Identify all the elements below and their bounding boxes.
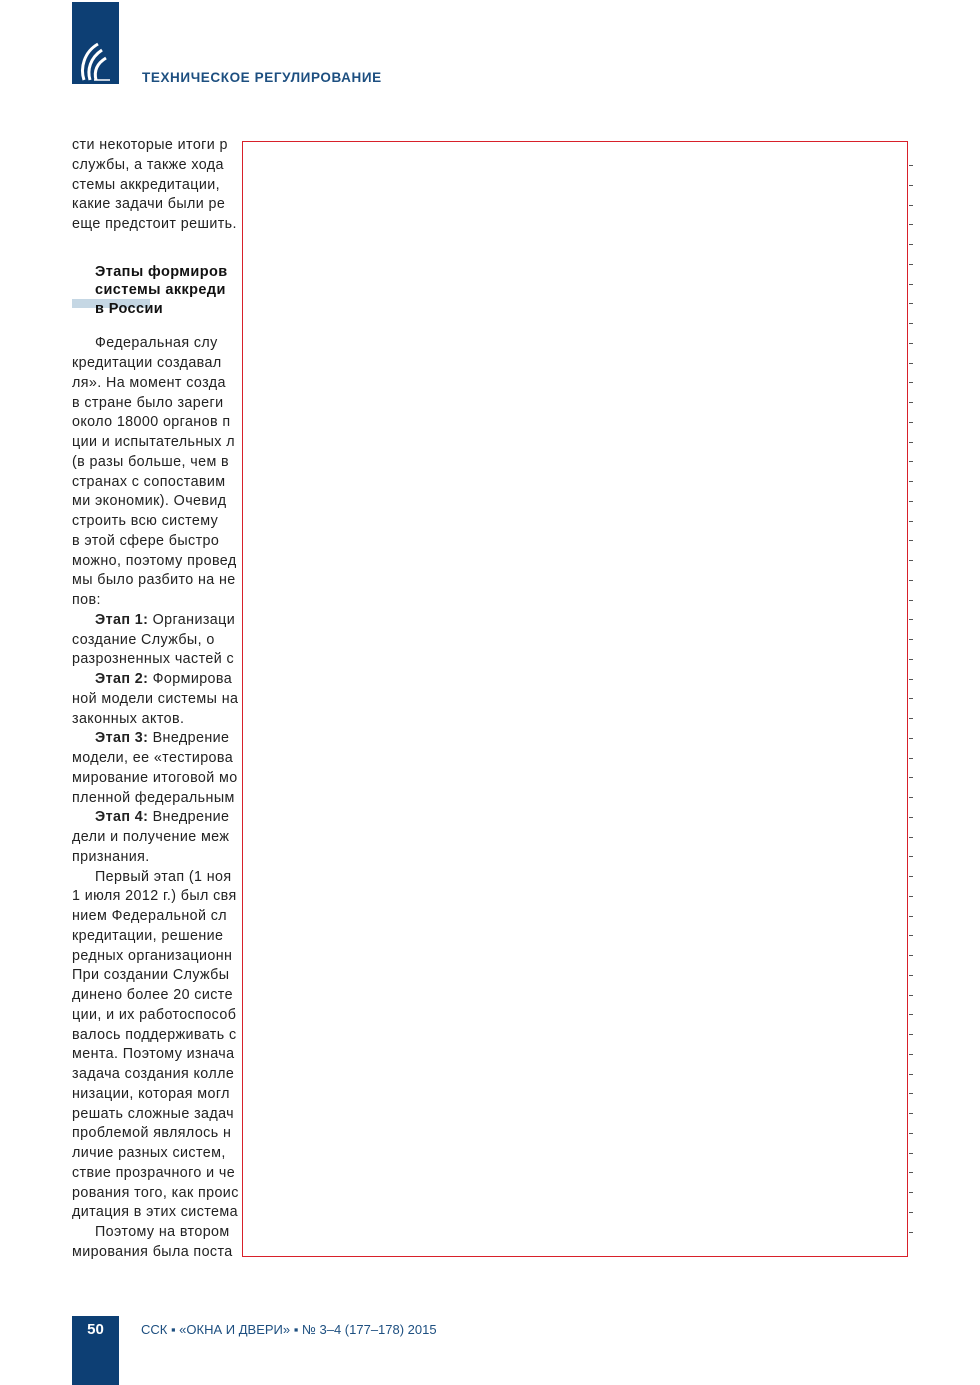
text-span: валось поддерживать с xyxy=(72,1026,237,1043)
text-line xyxy=(72,1243,247,1263)
clipped-text-fragment xyxy=(909,442,913,443)
text-line xyxy=(72,1144,247,1164)
clipped-text-fragment xyxy=(909,501,913,502)
text-line xyxy=(72,374,247,394)
text-line xyxy=(72,749,247,769)
text-line xyxy=(72,1085,247,1105)
text-span: в этой сфере быстро xyxy=(72,532,220,549)
text-line xyxy=(72,1124,247,1144)
clipped-text-fragment xyxy=(909,580,913,581)
section-heading-line: Этапы формиров xyxy=(95,263,228,280)
text-line xyxy=(72,690,247,710)
text-span: 1 июля 2012 г.) был свя xyxy=(72,888,237,905)
text-line xyxy=(72,433,247,453)
clipped-text-fragment xyxy=(909,284,913,285)
clipped-text-fragment xyxy=(909,797,913,798)
clipped-text-fragment xyxy=(909,422,913,423)
text-line xyxy=(72,828,247,848)
text-span: мы было разбито на не xyxy=(72,572,236,589)
text-line xyxy=(72,1006,247,1026)
text-line xyxy=(72,1203,247,1223)
clipped-text-fragment xyxy=(909,639,913,640)
text-line xyxy=(72,650,247,670)
clipped-text-fragment xyxy=(909,1232,913,1233)
stage-label: Этап 3: xyxy=(95,730,149,747)
text-line xyxy=(72,1223,247,1243)
page-number-block xyxy=(72,1316,119,1385)
text-span: разрозненных частей с xyxy=(72,651,235,668)
text-line xyxy=(72,729,247,749)
clipped-text-fragment xyxy=(909,600,913,601)
text-span: Внедрение xyxy=(148,809,230,826)
clipped-text-fragment xyxy=(909,461,913,462)
clipped-text-fragment xyxy=(909,777,913,778)
text-line xyxy=(72,453,247,473)
clipped-text-fragment xyxy=(909,343,913,344)
clipped-text-fragment xyxy=(909,935,913,936)
text-line xyxy=(72,552,247,572)
clipped-text-fragment xyxy=(909,698,913,699)
clipped-text-fragment xyxy=(909,303,913,304)
text-span: ля». На момент созда xyxy=(72,374,226,391)
text-span: странах с сопоставим xyxy=(72,473,226,490)
text-span: строить всю систему xyxy=(72,513,219,529)
text-line xyxy=(72,966,247,986)
text-span: мента. Поэтому изнача xyxy=(72,1046,235,1063)
clipped-text-fragment xyxy=(909,718,913,719)
section-heading-line: в России xyxy=(95,300,164,317)
text-line xyxy=(72,1026,247,1046)
clipped-text-fragment xyxy=(909,323,913,324)
clipped-text-fragment xyxy=(909,264,913,265)
text-span: Федеральная слу xyxy=(95,335,218,352)
text-span: дитация в этих система xyxy=(72,1204,238,1221)
text-span: признания. xyxy=(72,848,150,865)
text-span: решать сложные задач xyxy=(72,1105,235,1122)
clipped-text-fragment xyxy=(909,1212,913,1213)
text-line xyxy=(72,611,247,631)
text-line xyxy=(72,1184,247,1204)
text-span: ми экономик). Очевид xyxy=(72,493,227,510)
text-span: модели, ее «тестирова xyxy=(72,750,234,766)
text-line xyxy=(72,492,247,512)
text-line xyxy=(72,512,247,532)
text-line xyxy=(72,631,247,651)
page-number: 50 xyxy=(87,1321,104,1338)
clipped-text-fragment xyxy=(909,1192,913,1193)
clipped-text-fragment xyxy=(909,738,913,739)
clipped-text-fragment xyxy=(909,837,913,838)
text-span: При создании Службы xyxy=(72,967,230,984)
text-line xyxy=(72,986,247,1006)
clipped-text-fragment xyxy=(909,244,913,245)
text-line xyxy=(72,1164,247,1184)
text-span: ствие прозрачного и че xyxy=(72,1164,236,1181)
clipped-text-fragment xyxy=(909,1153,913,1154)
clipped-text-fragment xyxy=(909,1014,913,1015)
clipped-text-fragment xyxy=(909,916,913,917)
clipped-text-fragment xyxy=(909,205,913,206)
text-span: Формирова xyxy=(148,671,233,687)
text-line xyxy=(72,927,247,947)
magazine-logo xyxy=(72,2,119,84)
clipped-text-fragment xyxy=(909,856,913,857)
clipped-text-fragment xyxy=(909,1133,913,1134)
text-span: редных организационн xyxy=(72,947,233,964)
clipped-text-fragment xyxy=(909,382,913,383)
text-line xyxy=(72,848,247,868)
text-span: динено более 20 систе xyxy=(72,987,233,1003)
text-span: Первый этап (1 ноя xyxy=(95,868,232,885)
clipped-text-fragment xyxy=(909,560,913,561)
text-span: Внедрение xyxy=(148,730,230,747)
text-span: личие разных систем, xyxy=(72,1145,226,1161)
text-span: (в разы больше, чем в xyxy=(72,453,230,470)
clipped-text-fragment xyxy=(909,224,913,225)
clipped-text-fragment xyxy=(909,758,913,759)
clipped-text-fragment xyxy=(909,165,913,166)
text-span: Поэтому на втором xyxy=(95,1224,230,1240)
clipped-text-fragment xyxy=(909,402,913,403)
arcs-logo-icon xyxy=(78,38,112,82)
stage-label: Этап 4: xyxy=(95,809,149,826)
text-line xyxy=(72,532,247,552)
text-line xyxy=(72,413,247,433)
clipped-text-fragment xyxy=(909,876,913,877)
text-line xyxy=(72,591,247,611)
clipped-text-fragment xyxy=(909,659,913,660)
section-heading-line: системы аккреди xyxy=(95,282,226,299)
text-line xyxy=(72,887,247,907)
text-line xyxy=(72,789,247,809)
text-line xyxy=(72,947,247,967)
text-span: рования того, как проис xyxy=(72,1184,239,1201)
text-line: стемы аккредитации, xyxy=(72,176,221,193)
clipped-text-fragment xyxy=(909,1172,913,1173)
clipped-text-fragment xyxy=(909,896,913,897)
text-span: можно, поэтому провед xyxy=(72,552,237,569)
text-span: пленной федеральным xyxy=(72,789,235,806)
text-line xyxy=(72,571,247,591)
text-span: ции, и их работоспособ xyxy=(72,1006,237,1023)
clipped-text-fragment xyxy=(909,521,913,522)
text-span: мирование итоговой мо xyxy=(72,769,238,786)
text-line: какие задачи были ре xyxy=(72,196,226,213)
text-line xyxy=(72,868,247,888)
clipped-text-fragment xyxy=(909,955,913,956)
text-line: еще предстоит решить. xyxy=(72,216,237,232)
clipped-text-fragment xyxy=(909,619,913,620)
text-line xyxy=(72,1105,247,1125)
clipped-text-fragment xyxy=(909,1034,913,1035)
text-span: создание Службы, о xyxy=(72,631,215,648)
text-line xyxy=(72,1045,247,1065)
text-line xyxy=(72,334,247,354)
text-span: задача создания колле xyxy=(72,1066,235,1082)
text-span: пов: xyxy=(72,592,101,608)
text-span: дели и получение меж xyxy=(72,829,230,845)
article-column xyxy=(72,136,247,1263)
clipped-text-fragment xyxy=(909,817,913,818)
text-span: ции и испытательных л xyxy=(72,434,235,450)
text-span: кредитации создавал xyxy=(72,355,222,371)
text-line: сти некоторые итоги р xyxy=(72,137,228,153)
text-line xyxy=(72,1065,247,1085)
clipped-text-fragment xyxy=(909,1113,913,1114)
section-title: ТЕХНИЧЕСКОЕ РЕГУЛИРОВАНИЕ xyxy=(142,70,382,85)
clipped-text-fragment xyxy=(909,540,913,541)
text-line: службы, а также хода xyxy=(72,156,224,173)
clipped-text-fragment xyxy=(909,363,913,364)
clipped-text-fragment xyxy=(909,1054,913,1055)
text-line xyxy=(72,473,247,493)
text-span: низации, которая могл xyxy=(72,1085,230,1102)
redaction-overlay-box xyxy=(242,141,908,1257)
text-span: мирования была поста xyxy=(72,1243,233,1260)
text-line xyxy=(72,907,247,927)
clipped-text-fragment xyxy=(909,995,913,996)
publication-info: ССК ▪ «ОКНА И ДВЕРИ» ▪ № 3–4 (177–178) 2015 xyxy=(141,1322,437,1337)
text-line xyxy=(72,670,247,690)
text-span: законных актов. xyxy=(72,710,185,727)
text-line xyxy=(72,394,247,414)
text-span: ной модели системы на xyxy=(72,690,239,707)
clipped-text-fragment xyxy=(909,1074,913,1075)
text-line xyxy=(72,808,247,828)
clipped-text-fragment xyxy=(909,679,913,680)
text-span: около 18000 органов п xyxy=(72,414,231,431)
text-span: кредитации, решение xyxy=(72,927,224,944)
text-span: нием Федеральной сл xyxy=(72,908,228,924)
stage-label: Этап 2: xyxy=(95,671,149,687)
clipped-text-fragment xyxy=(909,481,913,482)
text-line xyxy=(72,710,247,730)
clipped-text-fragment xyxy=(909,1093,913,1094)
text-span: Организаци xyxy=(148,611,236,628)
clipped-text-fragment xyxy=(909,975,913,976)
text-span: в стране было зареги xyxy=(72,394,224,411)
text-span: проблемой являлось н xyxy=(72,1125,232,1142)
text-line xyxy=(72,354,247,374)
text-line xyxy=(72,769,247,789)
clipped-text-fragment xyxy=(909,185,913,186)
stage-label: Этап 1: xyxy=(95,611,149,628)
